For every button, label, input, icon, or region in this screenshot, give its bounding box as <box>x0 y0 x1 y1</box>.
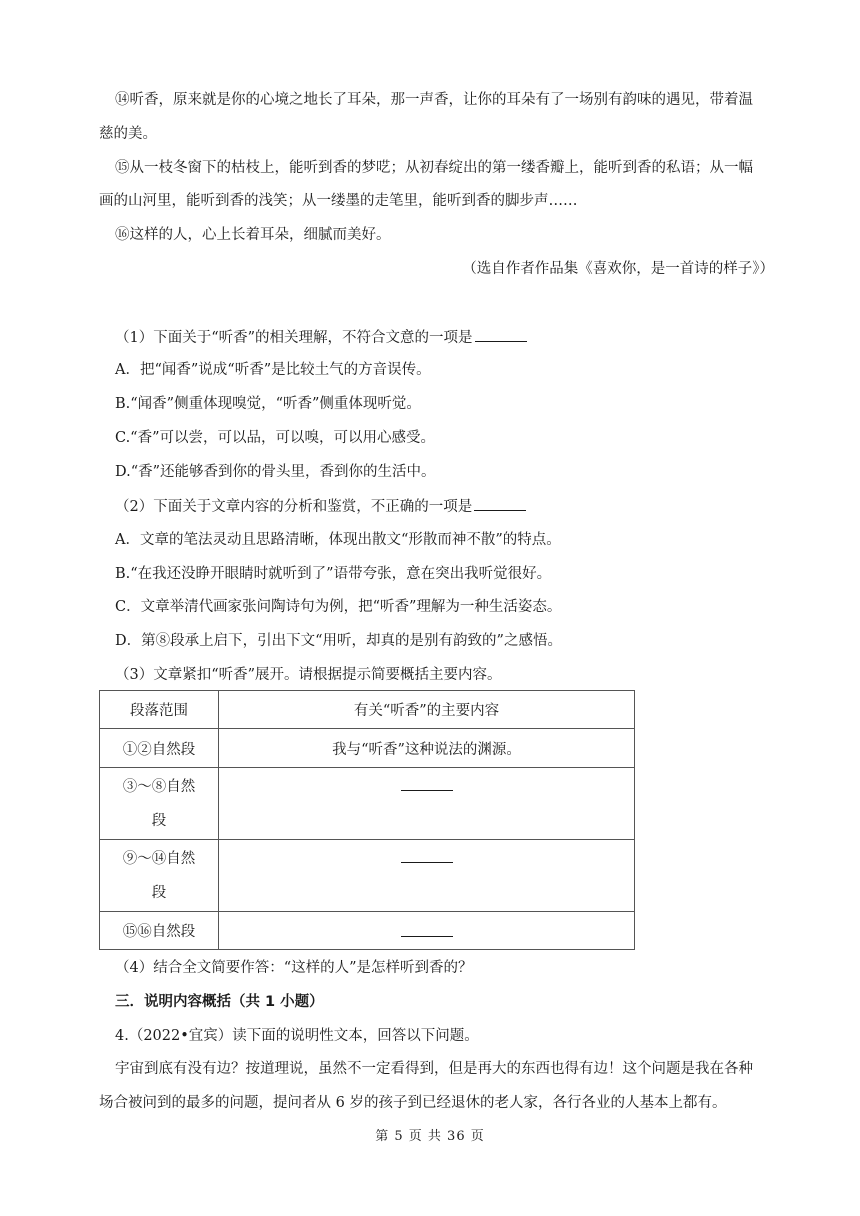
table-cell-range: ①②自然段 <box>100 729 219 768</box>
question-1-option-c: C.“香”可以尝，可以品，可以嗅，可以用心感受。 <box>115 430 436 446</box>
question-2-option-c: C．文章举清代画家张问陶诗句为例，把“听香”理解为一种生活姿态。 <box>115 599 562 615</box>
question-1-text: （1）下面关于“听香”的相关理解，不符合文意的一项是 <box>115 330 473 346</box>
question-2-option-b: B.“在我还没睁开眼睛时就听到了”语带夸张，意在突出我听觉很好。 <box>115 566 552 582</box>
table-cell-content: 我与“听香”这种说法的渊源。 <box>219 729 635 768</box>
table-cell-range-line: ③～⑧自然 <box>122 778 196 795</box>
question-2-stem <box>115 496 526 517</box>
question-2-text: （2）下面关于文章内容的分析和鉴赏，不正确的一项是 <box>115 499 473 515</box>
table-cell-range-line: 段 <box>151 812 167 829</box>
question-1-option-d: D.“香”还能够香到你的骨头里，香到你的生活中。 <box>115 464 436 480</box>
table-row <box>100 840 635 912</box>
table-cell-content <box>219 840 635 912</box>
answer-blank <box>401 774 453 791</box>
question-2-option-a: A．文章的笔法灵动且思路清晰，体现出散文“形散而神不散”的特点。 <box>115 532 561 548</box>
question-2-option-d: D．第⑧段承上启下，引出下文“用听，却真的是别有韵致的”之感悟。 <box>115 633 562 649</box>
summary-table <box>99 690 635 950</box>
question-1-stem <box>115 327 527 348</box>
paragraph-14-line-2: 慈的美。 <box>99 126 157 142</box>
question-4-stem: （4）结合全文简要作答：“这样的人”是怎样听到香的？ <box>115 960 473 976</box>
table-cell-content <box>219 768 635 840</box>
table-cell-range-line: ⑨～⑭自然 <box>122 850 196 867</box>
page-number-footer: 第 5 页 共 36 页 <box>375 1129 485 1144</box>
expository-text-line-1: 宇宙到底有没有边？按道理说，虽然不一定看得到，但是再大的东西也得有边！这个问题是我在各种 <box>115 1061 753 1077</box>
answer-blank <box>401 846 453 863</box>
table-cell-range: ⑮⑯自然段 <box>100 912 219 950</box>
paragraph-16: ⑯这样的人，心上长着耳朵，细腻而美好。 <box>115 227 391 243</box>
table-row <box>100 912 635 950</box>
question-1-option-b: B.“闻香”侧重体现嗅觉，“听香”侧重体现听觉。 <box>115 396 421 412</box>
table-cell-range <box>100 768 219 840</box>
table-cell-range <box>100 840 219 912</box>
paragraph-14-line-1: ⑭听香，原来就是你的心境之地长了耳朵，那一声香，让你的耳朵有了一场别有韵味的遇见，带着温 <box>115 92 753 108</box>
table-header-content: 有关“听香”的主要内容 <box>219 691 635 729</box>
answer-blank <box>401 920 453 937</box>
table-row <box>100 768 635 840</box>
answer-blank <box>475 327 527 342</box>
table-header-row <box>100 691 635 729</box>
table-cell-range-line: 段 <box>151 884 167 901</box>
question-4-item: 4.（2022•宜宾）读下面的说明性文本，回答以下问题。 <box>115 1028 479 1044</box>
paragraph-15-line-2: 画的山河里，能听到香的浅笑；从一缕墨的走笔里，能听到香的脚步声…… <box>99 193 578 209</box>
answer-blank <box>474 496 526 511</box>
table-row <box>100 729 635 768</box>
question-3-stem: （3）文章紧扣“听香”展开。请根据提示简要概括主要内容。 <box>115 667 502 683</box>
paragraph-15-line-1: ⑮从一枝冬窗下的枯枝上，能听到香的梦呓；从初春绽出的第一缕香瓣上，能听到香的私语；从一幅 <box>115 160 753 176</box>
source-citation: （选自作者作品集《喜欢你，是一首诗的样子》） <box>462 261 774 277</box>
question-1-option-a: A．把“闻香”说成“听香”是比较土气的方音误传。 <box>115 362 431 378</box>
section-heading: 三．说明内容概括（共 1 小题） <box>115 994 324 1010</box>
table-cell-content <box>219 912 635 950</box>
expository-text-line-2: 场合被问到的最多的问题，提问者从 6 岁的孩子到已经退休的老人家，各行各业的人基本上都有。 <box>99 1095 727 1111</box>
table-header-range: 段落范围 <box>100 691 219 729</box>
